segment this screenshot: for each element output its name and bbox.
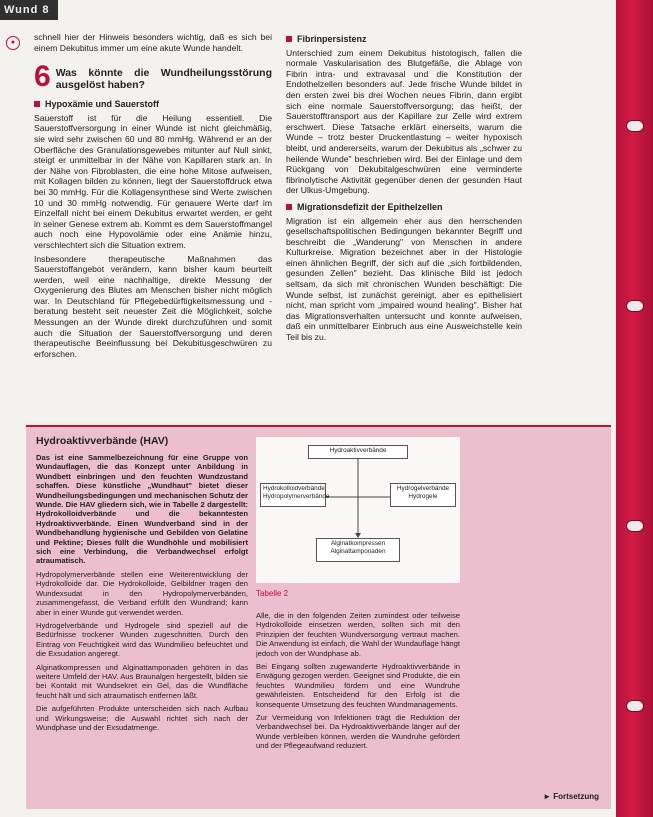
body-paragraph: Sauerstoff ist für die Heilung essentiell. Die Sauerstoffversorgung in einer Wunde ist nicht gleichmäßig, sie wird sehr zwischen 60 und 80 mmHg. Während er an der Oberfläche des Granulationsgewebes mitunter auf Null sinkt, steigt er unmittelbar in der Nähe von Kapillaren stark an. In der Nähe von Fibroblasten, die eine hohe Mitose aufweisen, mit Kollagen bilden zu können, liegt der Sauerstoffdruck etwa bei 30 mmHg. Für die Kollagensynthese sind Werte zwischen 10 und 30 mmHg notwendig. Für genauere Werte darf im Einzelfall nicht bei einem Dekubitus erwartet werden, er geht in seiner Genese extrem ab. Kommt es dem Sauerstoffmangel auch noch eine Hypovolämie oder eine Anämie hinzu, verschlechtert sich die Situation extrem. (34, 112, 272, 250)
info-paragraph: Zur Vermeidung von Infektionen trägt die Reduktion der Verbandwechsel bei. Da Hydroaktivverbände länger auf der Wunde verbleiben können, werden die Wundruhe gefördert und der Pflegeaufwand reduziert. (256, 713, 460, 751)
info-box-right-column (256, 611, 460, 755)
classification-diagram (256, 437, 460, 583)
folder-strip (616, 0, 653, 817)
info-paragraph: Hydropolymerverbände stellen eine Weiterentwicklung der Hydrokolloide dar. Die Hydrokolloide, Gelbildner tragen den Wundexsudat in den Hydropolymerverbänden, zusammengefasst, die Verband erfüllt den Wundrand; kann aber in einer Wunde gut verwendet werden. (36, 569, 248, 617)
right-column (286, 32, 522, 346)
diagram-node-top: Hydroaktivverbände (308, 445, 408, 459)
section-heading (286, 34, 522, 45)
page-marker: 8 (42, 4, 50, 16)
question-title: Was könnte die Wundheilungsstörung ausgelöst haben? (55, 67, 272, 92)
question-heading (34, 60, 272, 94)
body-paragraph: Unterschied zum einem Dekubitus histologisch, fallen die normale Vaskularisation des Blutgefäße, die Ablage von Fibrin intra- und extravasal und die Konstitution der Endothelzellen besonders auf. Jede frische Wunde bildet in den ersten zwei bis drei Wochen neues Fibrin, dann ergibt sich eine normale Sauerstoffversorgung; das heißt, der Sauerstofftransport aus der Kapillare zur Zelle wird extrem erschwert. Diese Tatsache erklärt einerseits, warum die Wunde – trotz bester Druckentlastung – weiter hypoxisch bleibt, und andererseits, warum der Dekubitus als „schwer zu heilende Wunde" beschrieben wird. Bei der Einlage und dem Rückgang von Dekubitalgeschwüren eine verminderte fibrinolytische Aktivität gegenüber denen der gesunden Haut der Ulkus-Umgebung. (286, 47, 522, 196)
intro-paragraph: schnell hier der Hinweis besonders wichtig, daß es sich bei einem Dekubitus immer um eine akute Wunde handelt. (34, 32, 272, 53)
section-heading (286, 202, 522, 213)
info-box-title: Hydroaktivverbände (HAV) (36, 435, 169, 447)
magazine-logo (0, 0, 58, 20)
diagram-caption: Tabelle 2 (256, 589, 289, 598)
info-paragraph: Alle, die in den folgenden Zeiten zumindest oder teilweise Hydrokolloide einsetzen werden, sollten sich mit den Prinzipien der feuchten Wundversorgung vertraut machen. Die Anwendung ist einfach, die Wahl der Wundauflage hängt jedoch von der Wundphase ab. (256, 611, 460, 658)
diagram-node-left: Hydrokolloidverbände Hydropolymerverbände (260, 483, 326, 507)
bullet-square-icon (34, 101, 40, 107)
punch-hole-icon (626, 120, 644, 132)
bullet-square-icon (286, 36, 292, 42)
logo-text: Wund (4, 4, 39, 16)
punch-hole-icon (626, 300, 644, 312)
body-paragraph: Insbesondere therapeutische Maßnahmen das Sauerstoffangebot verändern, kann bisher kaum beurteilt werden, weil eine nachhaltige, direkte Messung der Oxygenierung des Blutes am Menschen bisher nicht möglich war. In Deutschland für Pflegebedürftigkeitsmessung und -beratung besteht seit neuester Zeit die Möglichkeit, solche Messungen an der Wunde direkt durchzuführen und somit auch die Situation der Sauerstoffversorgung und deren therapeutische Beeinflussung bei Dekubitusgeschwüren zu erforschen. (34, 253, 272, 359)
info-box-left-column (36, 453, 248, 736)
section-heading (34, 99, 272, 110)
info-box (26, 425, 611, 809)
question-number: 6 (34, 60, 51, 94)
info-lead-paragraph: Das ist eine Sammelbezeichnung für eine Gruppe von Wundauflagen, die das Konzept unter Anbildung in Wundbett einbringen und den feuchten Wundzustand schaffen. Diese künstliche „Wundhaut" bietet dieser Wundheilungsbedingungen und mechanischen Schutz der Wunde. Die HAV gliedern sich, wie in Tabelle 2 dargestellt: Hydrokolloidverbände und die bekanntesten Hydroaktivverbände. Einen Wundverband sind in der Wundbehandlung hygienische und Gebilden von Gelatine und Pektine; Dieses füllt die Wundhöhle und mobilisiert sich eine Verbindung, die Verbandwechsel erfolgt atraumatisch. (36, 453, 248, 566)
diagram-node-bottom: Alginatkompressen Alginattamponaden (316, 538, 400, 562)
info-paragraph: Bei Eingang sollten zugewanderte Hydroaktivverbände in Erwägung gezogen werden. Geeignet sind Produkte, die ein feuchtes Wundmilieu fördern und eine Wundruhe gewährleisten. Entscheidend für den Erfolg ist die konsequente Umsetzung des feuchten Wundmanagements. (256, 662, 460, 709)
section-heading-text: Hypoxämie und Sauerstoff (45, 99, 160, 110)
page-number-circle: ● (6, 36, 20, 50)
punch-hole-icon (626, 520, 644, 532)
body-paragraph: Migration ist ein allgemein eher aus den herrschenden gesellschaftspolitischen Bedingungen bekannter Begriff und beschreibt die „Wanderung" von Menschen in andere Kulturkreise. Migration bezeichnet aber in der Histologie einen ähnlichen Begriff, der sich auf die „sich fortbildenden, gesunden Zellen" bezieht. Das klinische Bild ist jedoch seltsam, da sich mit chronischen Wunden beschäftigt: Die Wunde selbst, ist zunächst gereinigt, aber es epithelisiert nicht, man spricht vom „impaired wound healing". Bisher hat das Migrationsverhalten untersucht und konnte aufweisen, daß ein unmittelbarer Einbruch aus eine Ausweichstelle kein Teil bis zu. (286, 215, 522, 343)
info-paragraph: Hydrogelverbände und Hydrogele sind speziell auf die Bedürfnisse trockener Wunden zugeschnitten. Durch den Eintrag von Feuchtigkeit wird das Wundmilieu befeuchtet und die Exsudation angeregt. (36, 620, 248, 659)
info-paragraph: Die aufgeführten Produkte unterscheiden sich nach Aufbau und Wirkungsweise; die Auswahl richtet sich nach der Wundphase und der Exsudatmenge. (36, 704, 248, 732)
section-heading-text: Migrationsdefizit der Epithelzellen (297, 201, 443, 212)
section-heading-text: Fibrinpersistenz (297, 34, 367, 44)
info-paragraph: Alginatkompressen und Alginattamponaden gehören in das weitere Umfeld der HAV. Aus Braunalgen hergestellt, bilden sie bei Kontakt mit Wundsekret ein Gel, das die Wundfläche feucht hält und sich atraumatisch entfernen läßt. (36, 662, 248, 700)
continue-marker: ► Fortsetzung (543, 792, 599, 801)
bullet-square-icon (286, 204, 292, 210)
punch-hole-icon (626, 700, 644, 712)
left-column (34, 32, 272, 362)
diagram-node-right: Hydrogelverbände Hydrogele (390, 483, 456, 507)
